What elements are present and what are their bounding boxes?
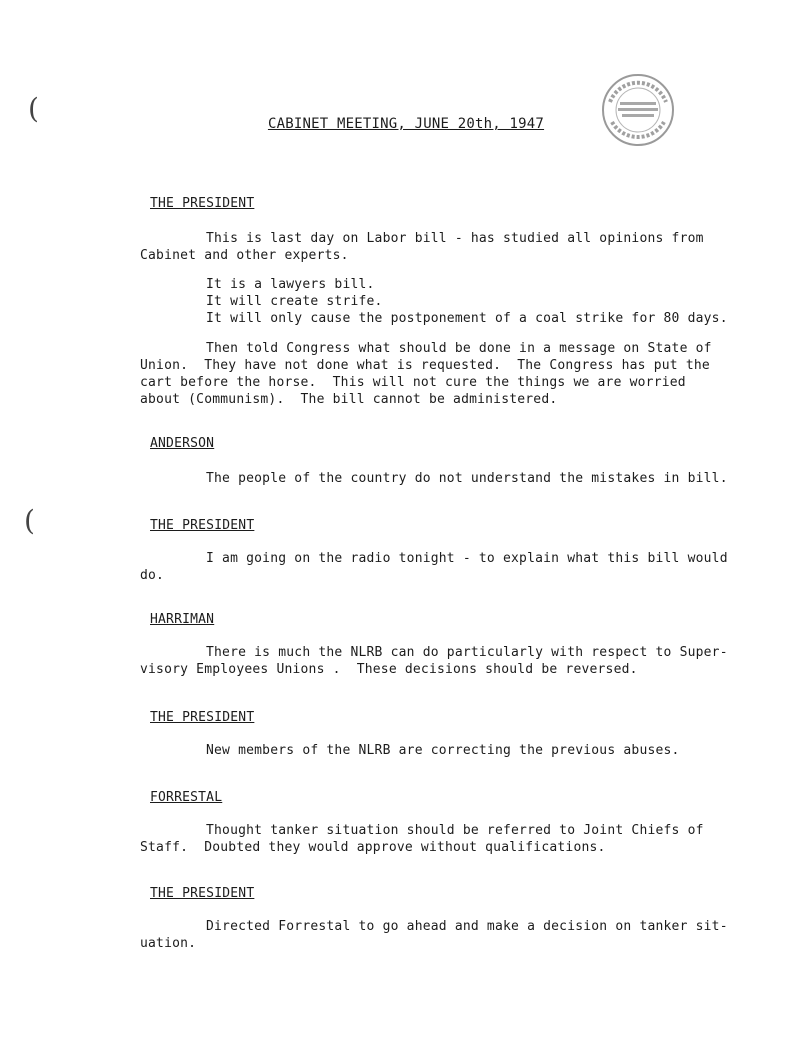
archive-stamp	[600, 72, 676, 148]
text-line: Cabinet and other experts.	[140, 248, 349, 263]
document-title: CABINET MEETING, JUNE 20th, 1947	[267, 116, 545, 132]
speaker-heading: THE PRESIDENT	[150, 196, 255, 211]
statement-paragraph	[140, 470, 740, 487]
speaker-heading: ANDERSON	[150, 436, 215, 451]
list-item: It will create strife.	[206, 294, 383, 309]
text-line: cart before the horse. This will not cure the things we are worried	[140, 375, 686, 390]
speaker-heading: THE PRESIDENT	[150, 886, 255, 901]
speaker-heading: THE PRESIDENT	[150, 518, 255, 533]
list-item: It is a lawyers bill.	[206, 277, 375, 292]
statement-paragraph	[140, 550, 740, 584]
text-line: uation.	[140, 936, 197, 951]
text-line: Union. They have not done what is requested. The Congress has put the	[140, 358, 710, 373]
text-line: Then told Congress what should be done in a message on State of	[206, 341, 712, 356]
speaker-heading: THE PRESIDENT	[150, 710, 255, 725]
statement-paragraph	[140, 742, 740, 759]
statement-paragraph	[140, 918, 740, 952]
speaker-heading: HARRIMAN	[150, 612, 215, 627]
text-line: do.	[140, 568, 165, 583]
text-line: about (Communism). The bill cannot be administered.	[140, 392, 558, 407]
text-line: There is much the NLRB can do particularly with respect to Super-	[206, 645, 728, 660]
statement-paragraph	[140, 644, 740, 678]
list-item: It will only cause the postponement of a coal strike for 80 days.	[206, 311, 728, 326]
speaker-heading: FORRESTAL	[150, 790, 223, 805]
statement-paragraph	[140, 340, 740, 408]
text-line: This is last day on Labor bill - has studied all opinions from	[206, 231, 704, 246]
text-line: Thought tanker situation should be referred to Joint Chiefs of	[206, 823, 704, 838]
binder-hole-mark-top: (	[28, 92, 39, 125]
binder-hole-mark-middle: (	[24, 504, 35, 537]
text-line: Staff. Doubted they would approve without qualifications.	[140, 840, 606, 855]
text-line: I am going on the radio tonight - to explain what this bill would	[206, 551, 728, 566]
statement-paragraph	[140, 822, 740, 856]
text-line: New members of the NLRB are correcting the previous abuses.	[206, 743, 680, 758]
text-line: visory Employees Unions . These decisions should be reversed.	[140, 662, 638, 677]
text-line: Directed Forrestal to go ahead and make a decision on tanker sit-	[206, 919, 728, 934]
statement-paragraph	[140, 230, 740, 264]
text-line: The people of the country do not understand the mistakes in bill.	[206, 471, 728, 486]
statement-list	[140, 276, 740, 327]
